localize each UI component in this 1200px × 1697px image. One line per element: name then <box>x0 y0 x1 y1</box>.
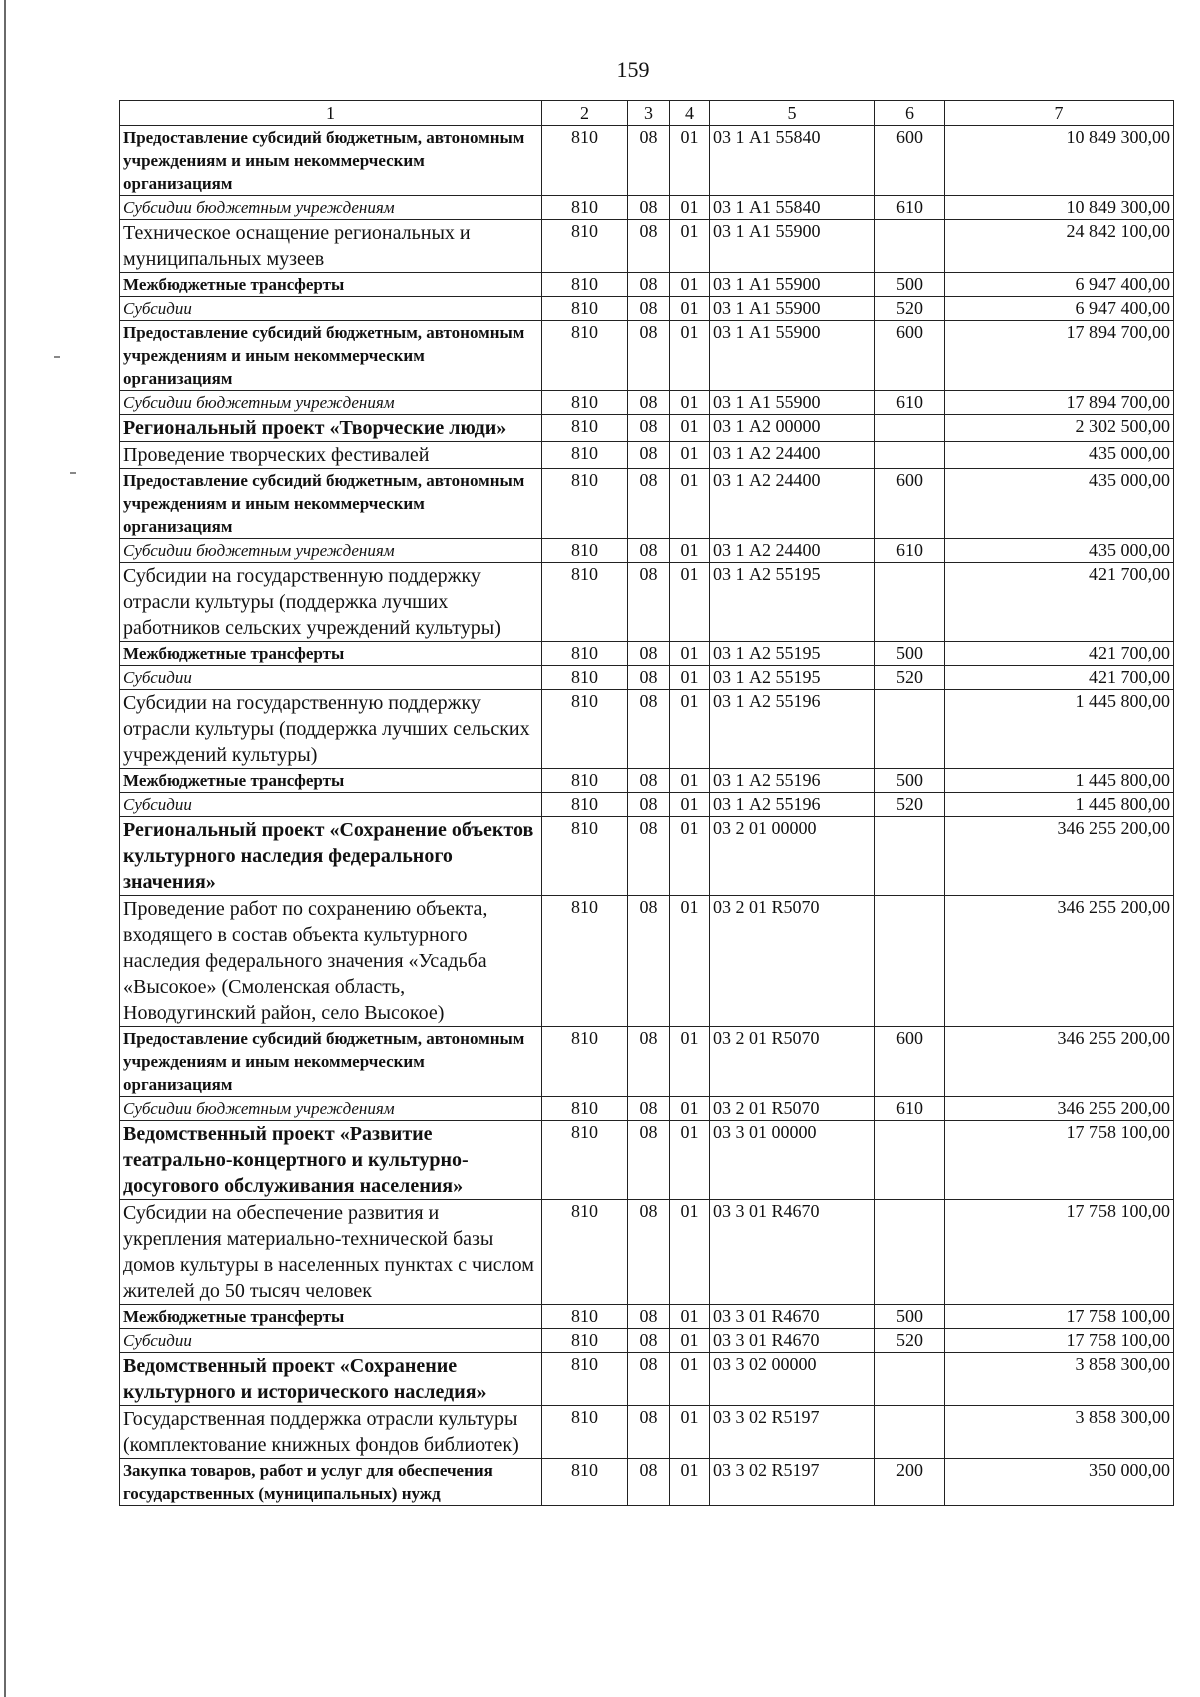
section-code-cell: 08 <box>628 469 670 539</box>
amount-cell: 435 000,00 <box>945 539 1174 563</box>
expense-type-cell <box>875 690 945 769</box>
amount-cell: 3 858 300,00 <box>945 1353 1174 1406</box>
target-article-cell: 03 1 А1 55900 <box>710 273 875 297</box>
amount-cell: 24 842 100,00 <box>945 220 1174 273</box>
subsection-code-cell: 01 <box>670 642 710 666</box>
page-number: 159 <box>616 57 650 82</box>
row-name-cell: Закупка товаров, работ и услуг для обеспечения государственных (муниципальных) нужд <box>120 1459 542 1506</box>
subsection-code-cell: 01 <box>670 1353 710 1406</box>
expense-type-cell: 520 <box>875 666 945 690</box>
table-row <box>120 442 1174 469</box>
section-code-cell: 08 <box>628 1121 670 1200</box>
row-name-cell: Межбюджетные трансферты <box>120 769 542 793</box>
row-name-cell: Субсидии <box>120 793 542 817</box>
ministry-code-cell: 810 <box>542 273 628 297</box>
subsection-code-cell: 01 <box>670 273 710 297</box>
table-row <box>120 1459 1174 1506</box>
column-header: 3 <box>628 101 670 126</box>
table-row <box>120 1121 1174 1200</box>
row-name-cell: Субсидии бюджетным учреждениям <box>120 539 542 563</box>
row-name-cell: Межбюджетные трансферты <box>120 1305 542 1329</box>
table-row <box>120 469 1174 539</box>
subsection-code-cell: 01 <box>670 321 710 391</box>
target-article-cell: 03 3 02 R5197 <box>710 1406 875 1459</box>
section-code-cell: 08 <box>628 793 670 817</box>
section-code-cell: 08 <box>628 539 670 563</box>
target-article-cell: 03 2 01 00000 <box>710 817 875 896</box>
section-code-cell: 08 <box>628 196 670 220</box>
ministry-code-cell: 810 <box>542 220 628 273</box>
amount-cell: 17 894 700,00 <box>945 321 1174 391</box>
table-row <box>120 1097 1174 1121</box>
subsection-code-cell: 01 <box>670 442 710 469</box>
target-article-cell: 03 1 А2 55196 <box>710 793 875 817</box>
expense-type-cell <box>875 1353 945 1406</box>
table-row <box>120 666 1174 690</box>
expense-type-cell: 600 <box>875 321 945 391</box>
expense-type-cell <box>875 220 945 273</box>
amount-cell: 3 858 300,00 <box>945 1406 1174 1459</box>
target-article-cell: 03 3 02 R5197 <box>710 1459 875 1506</box>
target-article-cell: 03 1 А2 00000 <box>710 415 875 442</box>
ministry-code-cell: 810 <box>542 1353 628 1406</box>
amount-cell: 17 758 100,00 <box>945 1121 1174 1200</box>
table-row <box>120 1027 1174 1097</box>
ministry-code-cell: 810 <box>542 391 628 415</box>
ministry-code-cell: 810 <box>542 126 628 196</box>
target-article-cell: 03 2 01 R5070 <box>710 896 875 1027</box>
ministry-code-cell: 810 <box>542 1097 628 1121</box>
column-header: 7 <box>945 101 1174 126</box>
section-code-cell: 08 <box>628 273 670 297</box>
target-article-cell: 03 1 А1 55840 <box>710 196 875 220</box>
expense-type-cell <box>875 1121 945 1200</box>
section-code-cell: 08 <box>628 642 670 666</box>
target-article-cell: 03 1 А1 55900 <box>710 391 875 415</box>
budget-table <box>119 100 1174 1506</box>
row-name-cell: Государственная поддержка отрасли культуры (комплектование книжных фондов библиотек) <box>120 1406 542 1459</box>
row-name-cell: Техническое оснащение региональных и муниципальных музеев <box>120 220 542 273</box>
section-code-cell: 08 <box>628 220 670 273</box>
row-name-cell: Субсидии бюджетным учреждениям <box>120 1097 542 1121</box>
table-row <box>120 196 1174 220</box>
expense-type-cell <box>875 1406 945 1459</box>
subsection-code-cell: 01 <box>670 1305 710 1329</box>
ministry-code-cell: 810 <box>542 1305 628 1329</box>
amount-cell: 17 758 100,00 <box>945 1329 1174 1353</box>
ministry-code-cell: 810 <box>542 442 628 469</box>
subsection-code-cell: 01 <box>670 1329 710 1353</box>
target-article-cell: 03 3 01 00000 <box>710 1121 875 1200</box>
expense-type-cell: 500 <box>875 273 945 297</box>
column-header: 6 <box>875 101 945 126</box>
column-header: 1 <box>120 101 542 126</box>
table-row <box>120 321 1174 391</box>
table-row <box>120 1329 1174 1353</box>
row-name-cell: Предоставление субсидий бюджетным, автономным учреждениям и иным некоммерческим организациям <box>120 126 542 196</box>
section-code-cell: 08 <box>628 690 670 769</box>
expense-type-cell: 500 <box>875 769 945 793</box>
amount-cell: 346 255 200,00 <box>945 817 1174 896</box>
ministry-code-cell: 810 <box>542 817 628 896</box>
ministry-code-cell: 810 <box>542 1200 628 1305</box>
expense-type-cell: 610 <box>875 391 945 415</box>
amount-cell: 435 000,00 <box>945 442 1174 469</box>
subsection-code-cell: 01 <box>670 817 710 896</box>
row-name-cell: Региональный проект «Творческие люди» <box>120 415 542 442</box>
target-article-cell: 03 1 А2 55195 <box>710 642 875 666</box>
section-code-cell: 08 <box>628 563 670 642</box>
scan-mark <box>70 472 76 474</box>
expense-type-cell <box>875 1200 945 1305</box>
subsection-code-cell: 01 <box>670 391 710 415</box>
expense-type-cell <box>875 442 945 469</box>
section-code-cell: 08 <box>628 666 670 690</box>
section-code-cell: 08 <box>628 1097 670 1121</box>
row-name-cell: Межбюджетные трансферты <box>120 273 542 297</box>
expense-type-cell: 600 <box>875 126 945 196</box>
row-name-cell: Предоставление субсидий бюджетным, автономным учреждениям и иным некоммерческим организациям <box>120 1027 542 1097</box>
section-code-cell: 08 <box>628 769 670 793</box>
expense-type-cell: 600 <box>875 469 945 539</box>
expense-type-cell: 520 <box>875 297 945 321</box>
section-code-cell: 08 <box>628 442 670 469</box>
table-body <box>120 126 1174 1506</box>
subsection-code-cell: 01 <box>670 1027 710 1097</box>
scan-mark <box>54 356 60 358</box>
row-name-cell: Субсидии <box>120 666 542 690</box>
subsection-code-cell: 01 <box>670 297 710 321</box>
target-article-cell: 03 2 01 R5070 <box>710 1097 875 1121</box>
subsection-code-cell: 01 <box>670 220 710 273</box>
table-row <box>120 896 1174 1027</box>
section-code-cell: 08 <box>628 297 670 321</box>
table-row <box>120 817 1174 896</box>
subsection-code-cell: 01 <box>670 769 710 793</box>
subsection-code-cell: 01 <box>670 563 710 642</box>
table-row <box>120 391 1174 415</box>
amount-cell: 17 758 100,00 <box>945 1305 1174 1329</box>
ministry-code-cell: 810 <box>542 896 628 1027</box>
section-code-cell: 08 <box>628 1027 670 1097</box>
amount-cell: 10 849 300,00 <box>945 196 1174 220</box>
ministry-code-cell: 810 <box>542 1406 628 1459</box>
row-name-cell: Ведомственный проект «Сохранение культурного и исторического наследия» <box>120 1353 542 1406</box>
column-header: 2 <box>542 101 628 126</box>
target-article-cell: 03 1 А2 55196 <box>710 690 875 769</box>
expense-type-cell: 600 <box>875 1027 945 1097</box>
column-header: 5 <box>710 101 875 126</box>
subsection-code-cell: 01 <box>670 415 710 442</box>
ministry-code-cell: 810 <box>542 690 628 769</box>
section-code-cell: 08 <box>628 391 670 415</box>
row-name-cell: Ведомственный проект «Развитие театрально-концертного и культурно-досугового обслуживания населения» <box>120 1121 542 1200</box>
amount-cell: 346 255 200,00 <box>945 1027 1174 1097</box>
target-article-cell: 03 3 02 00000 <box>710 1353 875 1406</box>
column-header: 4 <box>670 101 710 126</box>
section-code-cell: 08 <box>628 415 670 442</box>
expense-type-cell: 500 <box>875 642 945 666</box>
subsection-code-cell: 01 <box>670 1200 710 1305</box>
subsection-code-cell: 01 <box>670 126 710 196</box>
table-row <box>120 220 1174 273</box>
target-article-cell: 03 1 А1 55840 <box>710 126 875 196</box>
table-row <box>120 1305 1174 1329</box>
table-row <box>120 1353 1174 1406</box>
section-code-cell: 08 <box>628 1406 670 1459</box>
table-row <box>120 1406 1174 1459</box>
section-code-cell: 08 <box>628 126 670 196</box>
ministry-code-cell: 810 <box>542 539 628 563</box>
amount-cell: 17 894 700,00 <box>945 391 1174 415</box>
ministry-code-cell: 810 <box>542 297 628 321</box>
subsection-code-cell: 01 <box>670 1406 710 1459</box>
ministry-code-cell: 810 <box>542 769 628 793</box>
ministry-code-cell: 810 <box>542 415 628 442</box>
target-article-cell: 03 3 01 R4670 <box>710 1200 875 1305</box>
table-row <box>120 126 1174 196</box>
subsection-code-cell: 01 <box>670 793 710 817</box>
section-code-cell: 08 <box>628 1329 670 1353</box>
subsection-code-cell: 01 <box>670 1097 710 1121</box>
expense-type-cell: 520 <box>875 793 945 817</box>
expense-type-cell <box>875 817 945 896</box>
subsection-code-cell: 01 <box>670 1121 710 1200</box>
amount-cell: 2 302 500,00 <box>945 415 1174 442</box>
target-article-cell: 03 1 А2 55195 <box>710 563 875 642</box>
table-row <box>120 769 1174 793</box>
row-name-cell: Субсидии на государственную поддержку отрасли культуры (поддержка лучших сельских учреждений культуры) <box>120 690 542 769</box>
row-name-cell: Субсидии <box>120 297 542 321</box>
target-article-cell: 03 3 01 R4670 <box>710 1329 875 1353</box>
row-name-cell: Субсидии бюджетным учреждениям <box>120 196 542 220</box>
section-code-cell: 08 <box>628 1305 670 1329</box>
ministry-code-cell: 810 <box>542 666 628 690</box>
target-article-cell: 03 1 А2 24400 <box>710 539 875 563</box>
amount-cell: 346 255 200,00 <box>945 896 1174 1027</box>
ministry-code-cell: 810 <box>542 1027 628 1097</box>
ministry-code-cell: 810 <box>542 469 628 539</box>
target-article-cell: 03 3 01 R4670 <box>710 1305 875 1329</box>
subsection-code-cell: 01 <box>670 690 710 769</box>
section-code-cell: 08 <box>628 896 670 1027</box>
target-article-cell: 03 1 А1 55900 <box>710 321 875 391</box>
table-row <box>120 415 1174 442</box>
expense-type-cell <box>875 896 945 1027</box>
ministry-code-cell: 810 <box>542 1329 628 1353</box>
amount-cell: 6 947 400,00 <box>945 273 1174 297</box>
row-name-cell: Субсидии на государственную поддержку отрасли культуры (поддержка лучших работников сельских учреждений культуры) <box>120 563 542 642</box>
target-article-cell: 03 1 А2 24400 <box>710 469 875 539</box>
row-name-cell: Субсидии на обеспечение развития и укрепления материально-технической базы домов культуры в населенных пунктах с числом жителей до 50 тысяч человек <box>120 1200 542 1305</box>
row-name-cell: Субсидии бюджетным учреждениям <box>120 391 542 415</box>
row-name-cell: Субсидии <box>120 1329 542 1353</box>
target-article-cell: 03 1 А1 55900 <box>710 297 875 321</box>
section-code-cell: 08 <box>628 1459 670 1506</box>
amount-cell: 10 849 300,00 <box>945 126 1174 196</box>
amount-cell: 421 700,00 <box>945 563 1174 642</box>
section-code-cell: 08 <box>628 321 670 391</box>
row-name-cell: Проведение работ по сохранению объекта, входящего в состав объекта культурного наследия федерального значения «Усадьба «Высокое» (Смоленская область, Новодугинский район, село Высокое) <box>120 896 542 1027</box>
expense-type-cell: 200 <box>875 1459 945 1506</box>
amount-cell: 435 000,00 <box>945 469 1174 539</box>
subsection-code-cell: 01 <box>670 666 710 690</box>
amount-cell: 1 445 800,00 <box>945 769 1174 793</box>
subsection-code-cell: 01 <box>670 896 710 1027</box>
expense-type-cell: 610 <box>875 196 945 220</box>
table-row <box>120 273 1174 297</box>
row-name-cell: Региональный проект «Сохранение объектов культурного наследия федерального значения» <box>120 817 542 896</box>
amount-cell: 350 000,00 <box>945 1459 1174 1506</box>
target-article-cell: 03 1 А2 55196 <box>710 769 875 793</box>
ministry-code-cell: 810 <box>542 1459 628 1506</box>
scan-edge <box>4 0 6 1697</box>
expense-type-cell <box>875 563 945 642</box>
ministry-code-cell: 810 <box>542 793 628 817</box>
ministry-code-cell: 810 <box>542 642 628 666</box>
table-row <box>120 297 1174 321</box>
row-name-cell: Проведение творческих фестивалей <box>120 442 542 469</box>
expense-type-cell: 500 <box>875 1305 945 1329</box>
amount-cell: 1 445 800,00 <box>945 690 1174 769</box>
amount-cell: 6 947 400,00 <box>945 297 1174 321</box>
expense-type-cell <box>875 415 945 442</box>
row-name-cell: Предоставление субсидий бюджетным, автономным учреждениям и иным некоммерческим организациям <box>120 321 542 391</box>
ministry-code-cell: 810 <box>542 1121 628 1200</box>
ministry-code-cell: 810 <box>542 321 628 391</box>
table-row <box>120 563 1174 642</box>
header-row <box>120 101 1174 126</box>
table-row <box>120 539 1174 563</box>
table-row <box>120 690 1174 769</box>
ministry-code-cell: 810 <box>542 196 628 220</box>
section-code-cell: 08 <box>628 817 670 896</box>
section-code-cell: 08 <box>628 1353 670 1406</box>
amount-cell: 421 700,00 <box>945 666 1174 690</box>
subsection-code-cell: 01 <box>670 469 710 539</box>
table-row <box>120 1200 1174 1305</box>
amount-cell: 17 758 100,00 <box>945 1200 1174 1305</box>
amount-cell: 421 700,00 <box>945 642 1174 666</box>
table-row <box>120 642 1174 666</box>
amount-cell: 1 445 800,00 <box>945 793 1174 817</box>
section-code-cell: 08 <box>628 1200 670 1305</box>
subsection-code-cell: 01 <box>670 539 710 563</box>
expense-type-cell: 520 <box>875 1329 945 1353</box>
target-article-cell: 03 1 А2 24400 <box>710 442 875 469</box>
amount-cell: 346 255 200,00 <box>945 1097 1174 1121</box>
row-name-cell: Предоставление субсидий бюджетным, автономным учреждениям и иным некоммерческим организациям <box>120 469 542 539</box>
row-name-cell: Межбюджетные трансферты <box>120 642 542 666</box>
subsection-code-cell: 01 <box>670 196 710 220</box>
subsection-code-cell: 01 <box>670 1459 710 1506</box>
ministry-code-cell: 810 <box>542 563 628 642</box>
target-article-cell: 03 2 01 R5070 <box>710 1027 875 1097</box>
target-article-cell: 03 1 А2 55195 <box>710 666 875 690</box>
target-article-cell: 03 1 А1 55900 <box>710 220 875 273</box>
expense-type-cell: 610 <box>875 1097 945 1121</box>
table-row <box>120 793 1174 817</box>
expense-type-cell: 610 <box>875 539 945 563</box>
